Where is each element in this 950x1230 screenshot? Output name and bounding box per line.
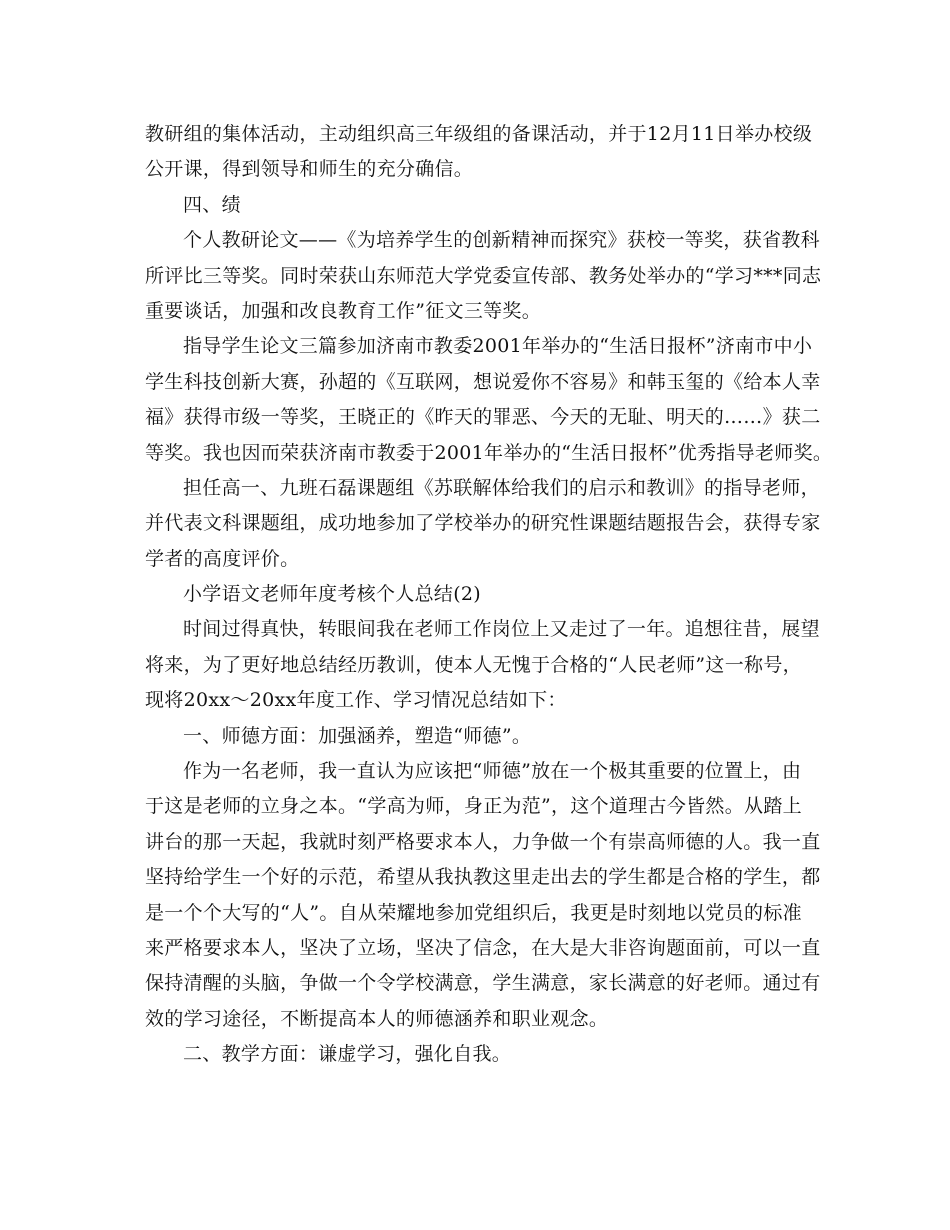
text-line: 公开课，得到领导和师生的充分确信。 bbox=[145, 158, 474, 181]
text-line: 于这是老师的立身之本。“学高为师，身正为范”，这个道理古今皆然。从踏上 bbox=[145, 795, 802, 818]
text-line: 是一个个大写的“人”。自从荣耀地参加党组织后，我更是时刻地以党员的标准 bbox=[145, 901, 802, 924]
text-line: 教研组的集体活动，主动组织高三年级组的备课活动，并于12月11日举办校级 bbox=[145, 123, 813, 145]
text-line: 现将20xx～20xx年度工作、学习情况总结如下： bbox=[145, 689, 567, 712]
text-line: 个人教研论文——《为培养学生的创新精神而探究》获校一等奖，获省教科 bbox=[183, 229, 820, 252]
text-line: 一、师德方面：加强涵养，塑造“师德”。 bbox=[183, 724, 532, 747]
text-line: 效的学习途径，不断提高本人的师德涵养和职业观念。 bbox=[145, 1007, 609, 1030]
text-line: 讲台的那一天起，我就时刻严格要求本人，力争做一个有崇高师德的人。我一直 bbox=[145, 830, 821, 853]
text-line: 作为一名老师，我一直认为应该把“师德”放在一个极其重要的位置上，由 bbox=[183, 760, 802, 783]
text-line: 并代表文科课题组，成功地参加了学校举办的研究性课题结题报告会，获得专家 bbox=[145, 512, 821, 535]
text-line: 二、教学方面：谦虚学习，强化自我。 bbox=[183, 1043, 512, 1066]
text-line: 指导学生论文三篇参加济南市教委2001年举办的“生活日报杯”济南市中小 bbox=[183, 335, 813, 358]
text-line: 小学语文老师年度考核个人总结(2) bbox=[183, 583, 482, 606]
text-line: 时间过得真快，转眼间我在老师工作岗位上又走过了一年。追想往昔，展望 bbox=[183, 618, 820, 641]
text-line: 福》获得市级一等奖，王晓正的《昨天的罪恶、今天的无耻、明天的……》获二 bbox=[145, 406, 821, 429]
text-line: 担任高一、九班石磊课题组《苏联解体给我们的启示和教训》的指导老师， bbox=[183, 476, 820, 499]
text-line: 重要谈话，加强和改良教育工作”征文三等奖。 bbox=[145, 299, 542, 322]
text-line: 等奖。我也因而荣获济南市教委于2001年举办的“生活日报杯”优秀指导老师奖。 bbox=[145, 441, 833, 464]
text-line: 将来，为了更好地总结经历教训，使本人无愧于合格的“人民老师”这一称号， bbox=[145, 653, 802, 676]
text-line: 来严格要求本人，坚决了立场，坚决了信念，在大是大非咨询题面前，可以一直 bbox=[145, 936, 821, 959]
text-line: 四、绩 bbox=[183, 193, 241, 216]
document-body bbox=[145, 117, 833, 1073]
text-line: 所评比三等奖。同时荣获山东师范大学党委宣传部、教务处举办的“学习***同志 bbox=[145, 264, 822, 287]
text-line: 保持清醒的头脑，争做一个令学校满意，学生满意，家长满意的好老师。通过有 bbox=[145, 972, 821, 995]
text-line: 坚持给学生一个好的示范，希望从我执教这里走出去的学生都是合格的学生，都 bbox=[145, 866, 821, 889]
text-line: 学者的高度评价。 bbox=[145, 547, 300, 570]
text-line: 学生科技创新大赛，孙超的《互联网，想说爱你不容易》和韩玉玺的《给本人幸 bbox=[145, 370, 821, 393]
